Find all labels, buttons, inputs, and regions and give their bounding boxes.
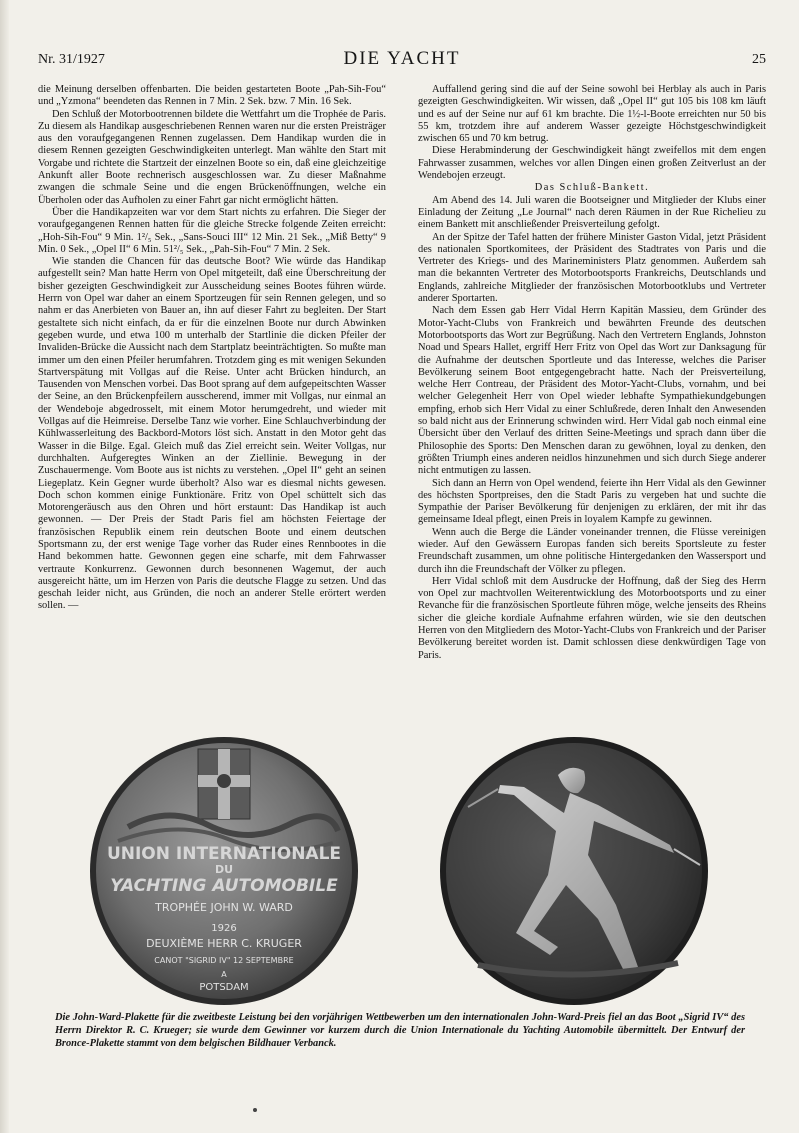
paragraph: Sich dann an Herrn von Opel wendend, feierte ihn Herr Vidal als den Gewinner des höchsten Sportpreises, den die Stadt Paris zu vergeben hat und suchte die Sympathie der Pariser Bevölkerung für denjenigen zu erklären, der mit ihr das gemeinsame Ideal pflegt, einen Preis in loyalem Kampfe zu gewinnen. bbox=[418, 477, 766, 526]
medal-line8: A bbox=[221, 970, 227, 979]
paragraph: An der Spitze der Tafel hatten der frühere Minister Gaston Vidal, jetzt Präsident des nationalen Sportkomitees, der Präsident des Stadtrates von Paris und die Vertreter des Kriegs- und des Marineministers Platz genommen. Außerdem sah man die bekannten Vertreter des Motorbootsports Frankreichs, Deutschlands und Englands, zahlreiche Mitglieder der französischen Motorbootklubs und Vertreter anderer Sportarten. bbox=[418, 231, 766, 305]
paragraph: Auffallend gering sind die auf der Seine sowohl bei Herblay als auch in Paris gezeigten Geschwindigkeiten. Wir wissen, daß „Opel II“ gut 105 bis 108 km läuft und es auf der Seine nur auf 61 km brachte. Die 1½-l-Boote erreichten nur 50 bis 55 km, trotzdem ihre auf anderem Wasser gezeigte Höchstgeschwindigkeit zwischen 65 und 70 km betrug. bbox=[418, 84, 766, 145]
paragraph: Am Abend des 14. Juli waren die Bootseigner und Mitglieder der Klubs einer Einladung der Zeitung „Le Journal“ nach deren Räumen in der Rue Richelieu zu einem Bankett mit anschließender Preisverteilung gefolgt. bbox=[418, 194, 766, 231]
plaque-front-icon bbox=[88, 735, 360, 1007]
medal-line3: YACHTING AUTOMOBILE bbox=[110, 876, 338, 896]
right-column bbox=[418, 84, 766, 728]
left-column bbox=[38, 84, 386, 728]
paragraph: die Meinung derselben offenbarten. Die beiden gestarteten Boote „Pah-Sih-Fou“ und „Yzmona“ beendeten das Rennen in 7 Min. 2 Sek. bzw. 7 Min. 16 Sek. bbox=[38, 84, 386, 108]
page-edge bbox=[0, 0, 9, 1133]
print-speck bbox=[253, 1108, 257, 1112]
figure-caption: Die John-Ward-Plakette für die zweitbeste Leistung bei den vorjährigen Wettbewerben um den internationalen John-Ward-Preis fiel an das Boot „Sigrid IV“ des Herrn Direktor R. C. Krueger; sie wurde dem Gewinner vor kurzem durch die Union Internationale du Yachting Automobile übermittelt. Der Entwurf der Bronce-Plakette stammt von dem belgischen Bildhauer Verbanck. bbox=[55, 1012, 745, 1049]
paragraph: Den Schluß der Motorbootrennen bildete die Wettfahrt um die Trophée de Paris. Zu diesem als Handikap ausgeschriebenen Rennen waren nur die ersten Preisträger aus den voraufgegangenen Rennen zugelassen. Dem Handikap wurden die in diesem Rennen gezeigten Geschwindigkeiten unterlegt. Man wählte den Start mit Vorgabe und richtete die Startzeit der einzelnen Boote so ein, daß eine gleichzeitige Ankunft aller Boote rechnerisch ausgeschlossen war. Zu dieser Maßnahme zwangen die schmale Seine und die engen Brückenöffnungen, welche ein Überholen oder das Aufholen zu einer Fahrt gar nicht ermöglicht hätten. bbox=[38, 108, 386, 206]
plaque-back-figure-icon bbox=[438, 735, 710, 1007]
paragraph: Nach dem Essen gab Herr Vidal Herrn Kapitän Massieu, dem Gründer des Motor-Yacht-Clubs von Frankreich und bewährten Freunde des deutschen Motorbootsports das Wort zur Begrüßung. Nach den Vertretern Englands, Johnston Noad und Spears Hallet, ergriff Herr Fritz von Opel das Wort zur Danksagung für die Aufnahme der deutschen Sportleute und das Interesse, welches die Pariser Bevölkerung seinem Boot entgegengebracht hatte. Nach der Preisverteilung, welche Herr Contreau, der Präsident des Motor-Yacht-Clubs, vornahm, und bei welcher Gelegenheit Herr von Opel wieder lebhafte Sympathiekundgebungen empfing, erhob sich Herr Vidal zu einer Schlußrede, deren Inhalt den Anwesenden so bald nicht aus der Erinnerung schwinden wird. Herr Vidal gab noch einmal eine Übersicht über den Verlauf des dritten Seine-Meetings und sprach dann über die Philosophie des Sports: Den Menschen daran zu gewöhnen, loyal zu denken, den größten Triumph eines anderen neidlos hinzunehmen und sich durch Siege anderer nicht entmutigen zu lassen. bbox=[418, 305, 766, 477]
medal-line9: POTSDAM bbox=[199, 982, 249, 993]
medal-line2: DU bbox=[214, 863, 234, 876]
medal-line7: CANOT "SIGRID IV" 12 SEPTEMBRE bbox=[154, 956, 294, 965]
medal-line6: DEUXIÈME HERR C. KRUGER bbox=[146, 937, 302, 950]
page-number: 25 bbox=[752, 52, 766, 67]
journal-title: DIE YACHT bbox=[343, 48, 461, 69]
medal-photograph bbox=[38, 735, 766, 1007]
medal-line5: 1926 bbox=[211, 923, 237, 934]
paragraph: Herr Vidal schloß mit dem Ausdrucke der Hoffnung, daß der Sieg des Herrn von Opel zur machtvollen Weiterentwicklung des Motorbootsports und zu einer Revanche für die französischen Sportleute führen möge, welche jenseits des Rheins sicher die gleiche kordiale Aufnahme erfahren würden, wie sie den deutschen Herren von den Mitgliedern des Motor-Yacht-Clubs von Frankreich und der Pariser Bevölkerung bereitet worden ist. Damit schlossen diese denkwürdigen Tage von Paris. bbox=[418, 575, 766, 661]
issue-number: Nr. 31/1927 bbox=[38, 52, 105, 67]
paragraph: Wenn auch die Berge die Länder voneinander trennen, die Flüsse vereinigen wieder. Auf den Gewässern Europas fanden sich bereits Sportsleute zu fester Freundschaft zusammen, um ohne politische Hintergedanken den Wassersport und durch ihn die Freundschaft der Völker zu pflegen. bbox=[418, 526, 766, 575]
paragraph: Wie standen die Chancen für das deutsche Boot? Wie würde das Handikap aufgestellt sein? Man hatte Herrn von Opel mitgeteilt, daß eine Überschreitung der bisher gezeigten Geschwindigkeit zur Ausscheidung seines Bootes führen würde. Herrn von Opel war daher an einem Sportzeugen für sein Rennen gelegen, und so nahm er das Anerbieten von Bauer an, ihn auf dieser Fahrt zu begleiten. Der Start gestaltete sich nicht einfach, da er für die einzelnen Boote nur durch Abwinken gegeben wurde, und etwa 100 m unterhalb der Startlinie die dicken Pfeiler der Invaliden-Brücke die Aussicht nach dem Startplatz beeinträchtigten. So mußte man immer um den einen Pfeiler herumfahren. Trotzdem ging es mit wenigen Sekunden Startverspätung mit Vollgas auf die Reise. Unter acht Brücken hindurch, an Tausenden von Menschen vorbei. Das Boot sprang auf dem aufgepeitschten Wasser der Seine, an den Brückenpfeilern ausscherend, immer mit Vollgas, nur einmal an der Wendeboje abgedrosselt, mit einem Motor herumgedreht, und wieder mit Vollgas auf die Heimreise. Derselbe Tanz wie vorher. Eine Schlauchverbindung der Kühlwasserleitung des Backbord-Motors löst sich. Anstatt in den Motor geht das Wasser in die Bilge. Egal. Gleich muß das Ziel erreicht sein. Weiter Vollgas, nur durchhalten. Aufgeregtes Winken an der Ziellinie. Bewegung in der Zuschauermenge. Vom Boote aus ist nichts zu verstehen. „Opel II“ geht an seinen Liegeplatz. Kein Gegner wurde überholt? Also war es diesmal nichts gewesen. Doch schon kommen einige Funktionäre. Fritz von Opel schüttelt sich das Motorengeräusch aus den Ohren und hört erstaunt: Das Handikap ist auch gewonnen. — Der Preis der Stadt Paris fiel am höchsten Feiertage der französischen Republik einem rein deutschen Boote und einem deutschen Sportsmann zu, der erst wenige Tage vorher das Ruder eines Rennbootes in die Hand bekommen hatte. Gewonnen gegen eine scharfe, mit dem Fahrwasser vertraute Konkurrenz. Gewonnen durch besonnenen Wagemut, der auch ausgereicht hätte, um im Herzen von Paris die deutsche Flagge zu setzen. Und das geschah leider nicht, aus Gründen, die noch an anderer Stelle erörtert werden sollen. — bbox=[38, 256, 386, 612]
medal-line1: UNION INTERNATIONALE bbox=[106, 844, 342, 864]
paragraph: Über die Handikapzeiten war vor dem Start nichts zu erfahren. Die Sieger der voraufgegangenen Rennen hatten für die gleiche Strecke folgende Zeiten erreicht: „Hoh-Sih-Fou“ 9 Min. 1²/₅ Sek., „Sans-Souci III“ 12 Min. 21 Sek., „Miß Betty“ 9 Min. 0 Sek., „Opel II“ 6 Min. 51²/₅ Sek., „Pah-Sih-Fou“ 7 Min. 2 Sek. bbox=[38, 206, 386, 255]
paragraph: Diese Herabminderung der Geschwindigkeit hängt zweifellos mit dem engen Fahrwasser zusammen, welches vor allen Dingen einen großen Zeitverlust an der Wendebojen erzeugt. bbox=[418, 145, 766, 182]
medal-line4: TROPHÉE JOHN W. WARD bbox=[155, 901, 293, 914]
page-header bbox=[38, 48, 766, 74]
section-heading: Das Schluß-Bankett. bbox=[534, 182, 650, 194]
